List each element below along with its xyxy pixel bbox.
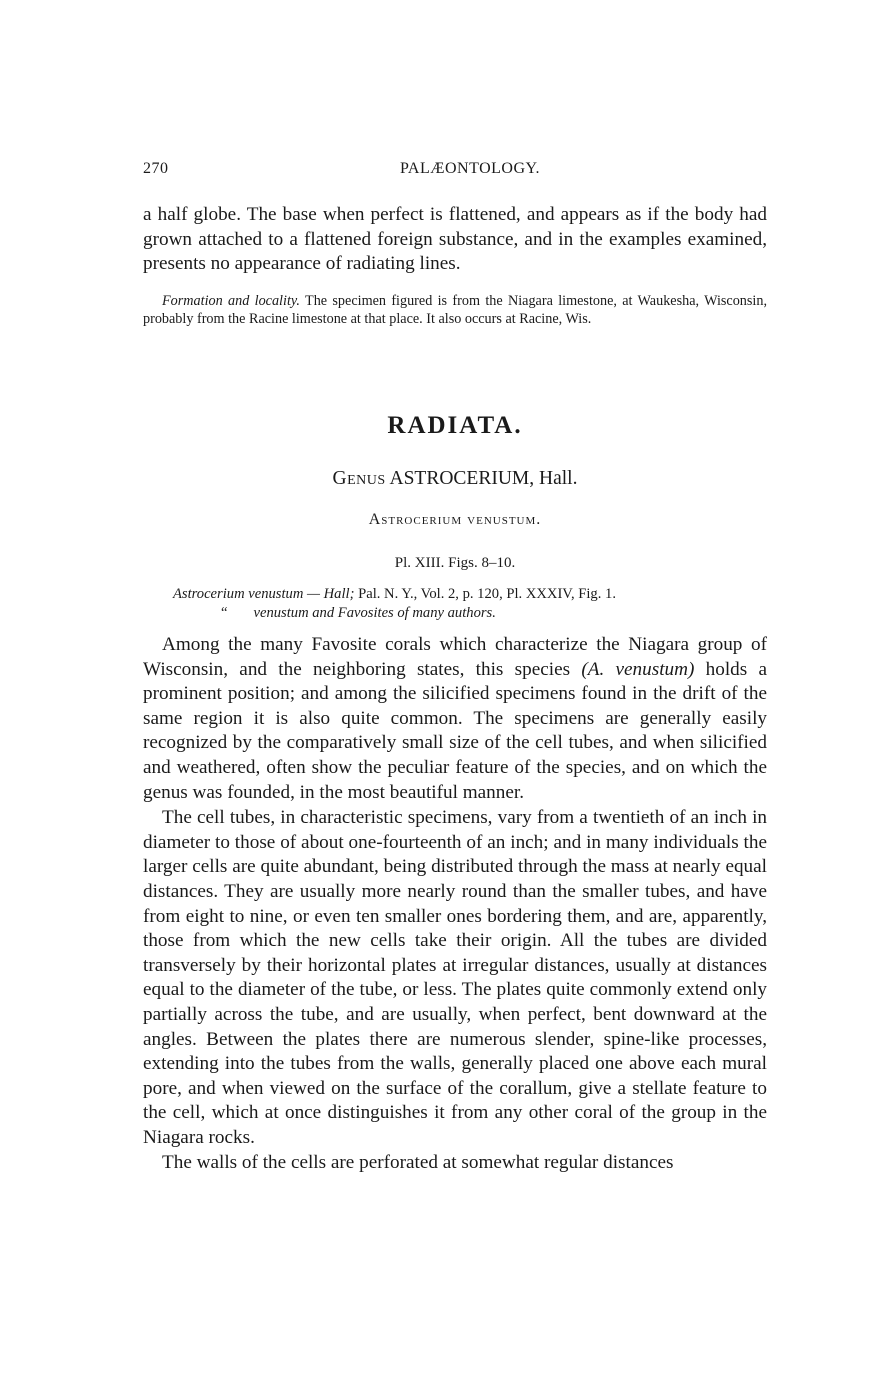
genus-name: ASTROCERIUM, Hall. <box>389 468 578 489</box>
running-title: PALÆONTOLOGY. <box>399 160 540 177</box>
synonymy-line-1 <box>143 585 767 604</box>
p1-part-b: holds a prominent position; and among the silicified specimens found in the drift of the same region it is also quite common. The specimens are generally easily recognized by the comparatively small size of the cell tubes, and when silicified and weathered, often show the peculiar feature of the species, and on which the genus was founded, in the most beautiful manner. <box>143 658 767 803</box>
synonymy-line-2 <box>143 604 767 623</box>
genus-heading <box>143 468 767 490</box>
running-head <box>143 160 767 184</box>
synonymy-line-1-rest: Pal. N. Y., Vol. 2, p. 120, Pl. XXXIV, Fig. 1. <box>354 586 616 602</box>
plate-reference: Pl. XIII. Figs. 8–10. <box>394 555 516 571</box>
description-paragraph-1 <box>143 633 767 805</box>
p1-part-a: Among the many Favosite corals which characterize the Niagara group of Wisconsin, and the neighboring states, this species <box>143 634 767 680</box>
description-paragraph-3: The walls of the cells are perforated at somewhat regular distances <box>162 1152 674 1174</box>
page-number: 270 <box>143 160 169 177</box>
locality-block <box>143 293 767 328</box>
intro-paragraph-block <box>143 203 767 277</box>
genus-prefix: Genus <box>332 468 386 489</box>
synonymy-block <box>143 585 767 623</box>
section-heading: RADIATA. <box>387 412 523 439</box>
description-paragraph-2: The cell tubes, in characteristic specimens, vary from a twentieth of an inch in diameter to those of about one-fourteenth of an inch; and in many individuals the larger cells are quite abundant, being distributed through the mass at nearly equal distances. They are usually more nearly round than the smaller tubes, and have from eight to nine, or even ten smaller ones bordering them, and are, apparently, those from which the new cells take their origin. All the tubes are divided transversely by their horizontal plates at irregular distances, usually at distances equal to the diameter of the tube, or less. The plates quite commonly extend only partially across the tube, and are usually, when perfect, bent downward at the angles. Between the plates there are numerous slender, spine-like processes, extending into the tubes from the walls, generally placed one above each mural pore, and when viewed on the surface of the corallum, give a stellate feature to the cell, which at once distinguishes it from any other coral of the group in the Niagara rocks. <box>143 807 767 1148</box>
ditto-mark: “ <box>221 605 228 621</box>
locality-paragraph <box>143 293 767 328</box>
synonymy-line-2-italic: venustum and Favosites of many authors. <box>253 605 496 621</box>
locality-label: Formation and locality. <box>162 293 300 309</box>
locality-text: The specimen figured is from the Niagara limestone, at Waukesha, Wisconsin, probably from the Racine limestone at that place. It also occurs at Racine, Wis. <box>143 293 767 327</box>
synonymy-line-1-italic: Astrocerium venustum — Hall; <box>173 586 355 602</box>
intro-paragraph: a half globe. The base when perfect is flattened, and appears as if the body had grown attached to a flattened foreign substance, and in the examples examined, presents no appearance of radiating lines. <box>143 204 767 275</box>
p1-italic: (A. venustum) <box>581 658 695 680</box>
description-block <box>143 633 767 1176</box>
species-heading: Astrocerium venustum. <box>368 511 542 528</box>
